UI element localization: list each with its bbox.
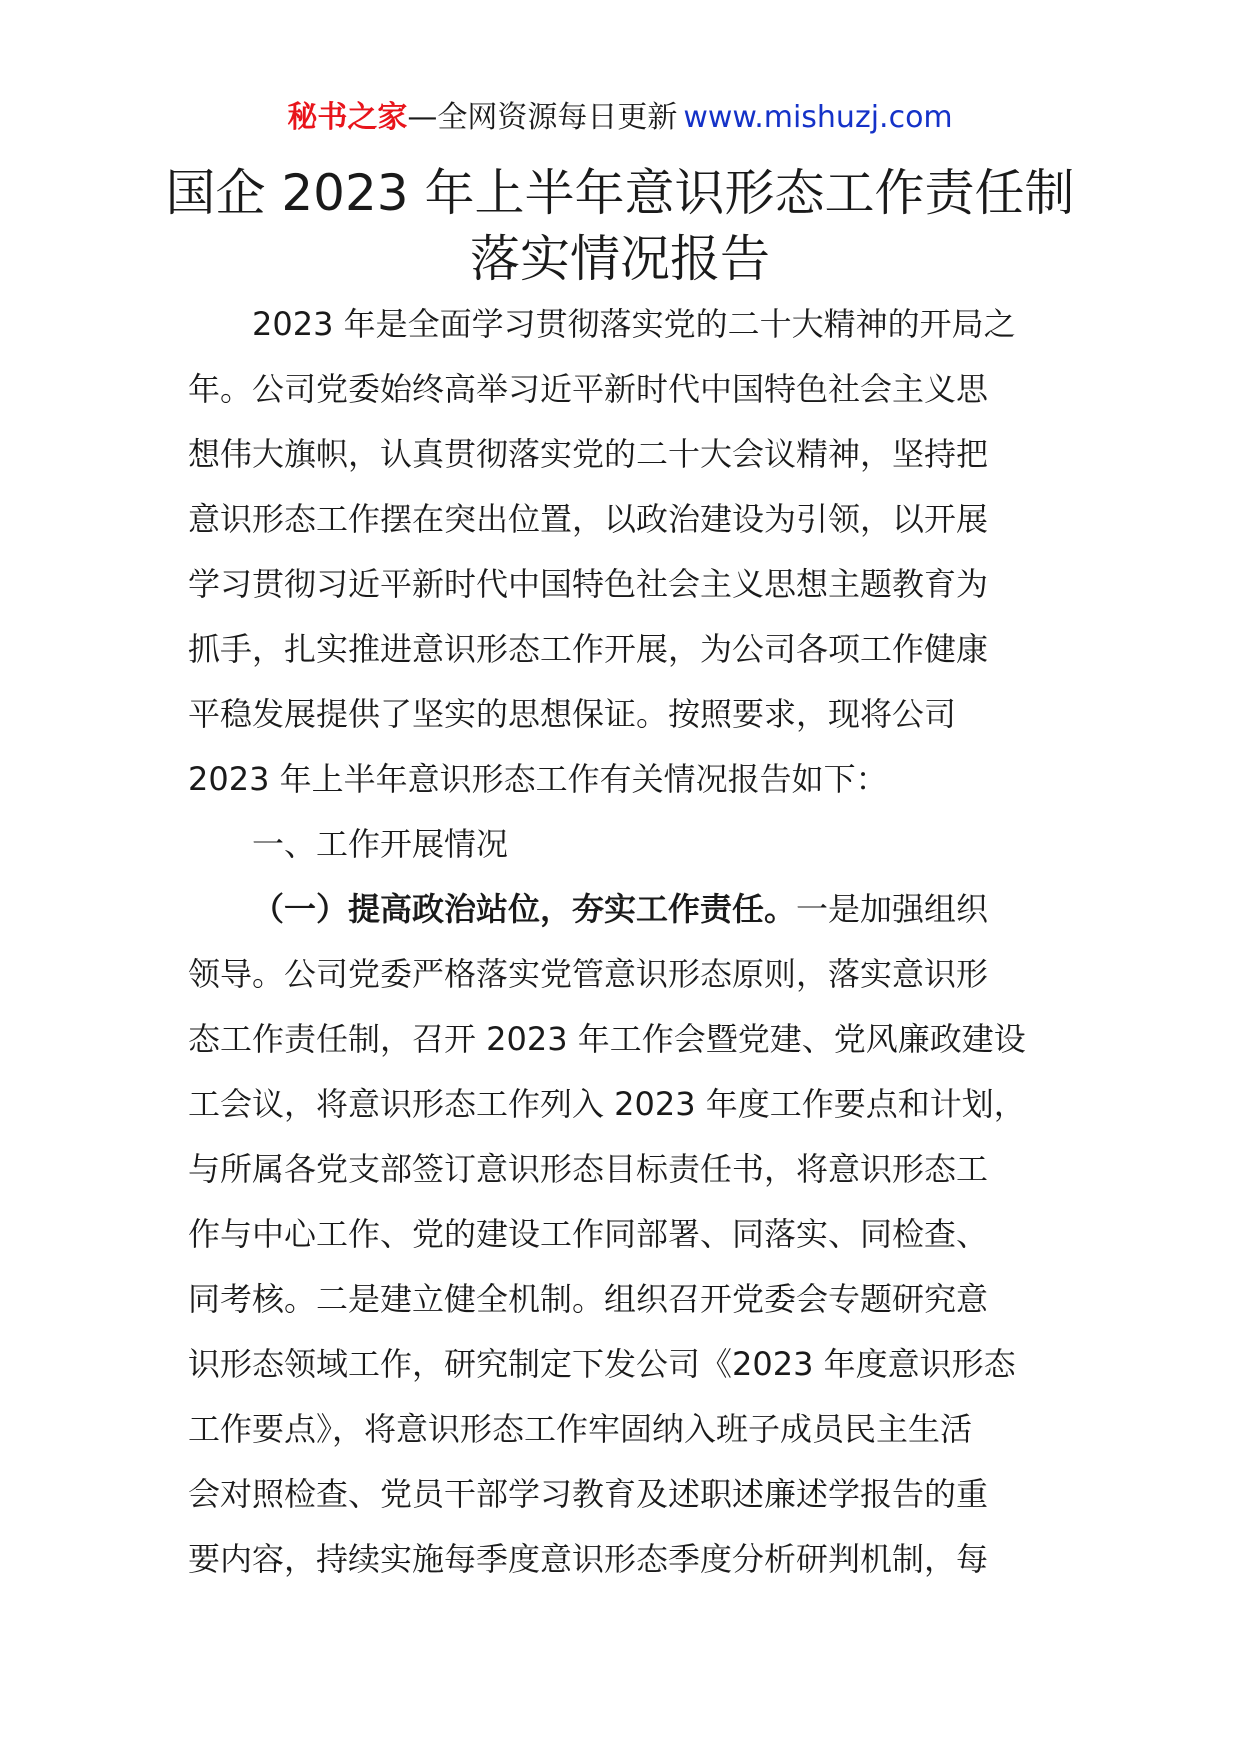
paragraph-line: 2023 年上半年意识形态工作有关情况报告如下：: [188, 760, 888, 798]
paragraph-line: 与所属各党支部签订意识形态目标责任书，将意识形态工: [188, 1150, 989, 1188]
paragraph-line: [188, 877, 1050, 942]
paragraph-line: 识形态领域工作，研究制定下发公司《2023 年度意识形态: [188, 1345, 1016, 1383]
header-tagline: —全网资源每日更新: [407, 100, 678, 135]
paragraph-line: 领导。公司党委严格落实党管意识形态原则，落实意识形: [188, 955, 989, 993]
document-body: [188, 292, 1050, 1592]
paragraph-line: 2023 年是全面学习贯彻落实党的二十大精神的开局之: [252, 305, 1016, 343]
paragraph-line: 工会议，将意识形态工作列入 2023 年度工作要点和计划，: [188, 1085, 1026, 1123]
site-url-link[interactable]: www.mishuzj.com: [683, 100, 953, 135]
document-title: [120, 160, 1120, 292]
paragraph-line: 作与中心工作、党的建设工作同部署、同落实、同检查、: [188, 1215, 989, 1253]
paragraph-line: 同考核。二是建立健全机制。组织召开党委会专题研究意: [188, 1280, 989, 1318]
section-heading: 一、工作开展情况: [252, 825, 509, 863]
paragraph-line: 意识形态工作摆在突出位置，以政治建设为引领，以开展: [188, 500, 989, 538]
paragraph-line: 想伟大旗帜，认真贯彻落实党的二十大会议精神，坚持把: [188, 435, 989, 473]
paragraph-line: 学习贯彻习近平新时代中国特色社会主义思想主题教育为: [188, 565, 989, 603]
paragraph-line: 工作要点》，将意识形态工作牢固纳入班子成员民主生活: [188, 1410, 973, 1448]
paragraph-line: 抓手，扎实推进意识形态工作开展，为公司各项工作健康: [188, 630, 989, 668]
title-line-1: 国企 2023 年上半年意识形态工作责任制: [165, 164, 1075, 222]
paragraph-line: 会对照检查、党员干部学习教育及述职述廉述学报告的重: [188, 1475, 989, 1513]
title-line-2: 落实情况报告: [470, 230, 770, 288]
paragraph-line: 要内容，持续实施每季度意识形态季度分析研判机制，每: [188, 1540, 989, 1578]
brand-name: 秘书之家: [287, 100, 408, 135]
paragraph-text: 一是加强组织: [796, 890, 989, 928]
paragraph-line: 态工作责任制，召开 2023 年工作会暨党建、党风廉政建设: [188, 1020, 1026, 1058]
paragraph-line: 平稳发展提供了坚实的思想保证。按照要求，现将公司: [188, 695, 957, 733]
subsection-heading: （一）提高政治站位，夯实工作责任。: [252, 890, 797, 928]
paragraph-line: 年。公司党委始终高举习近平新时代中国特色社会主义思: [188, 370, 989, 408]
site-header: [0, 98, 1240, 138]
